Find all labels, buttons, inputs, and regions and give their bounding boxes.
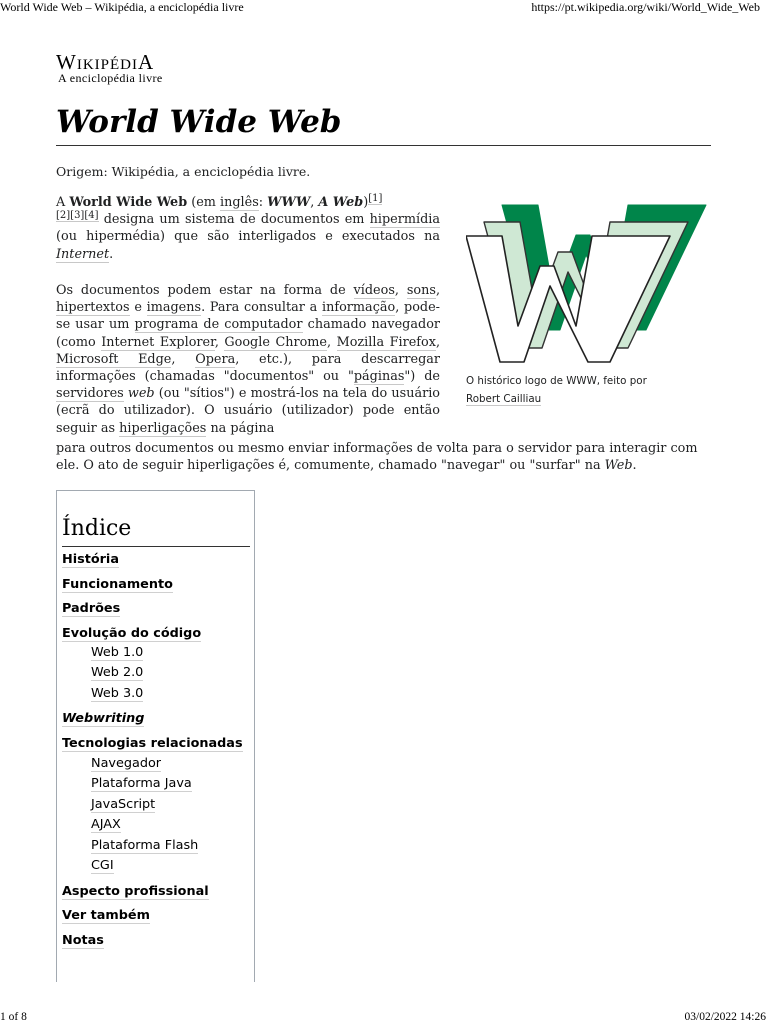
toc-item-evolucao-do-codigo[interactable]: Evolução do código	[62, 626, 202, 641]
wordmark-w: W	[56, 50, 77, 74]
wordmark-a: A	[137, 50, 155, 74]
toc-item-funcionamento[interactable]: Funcionamento	[62, 577, 173, 592]
term-aweb: A Web	[318, 195, 364, 210]
toc-item-web-2-0[interactable]: Web 2.0	[91, 665, 144, 680]
www-logo-image[interactable]	[466, 200, 714, 370]
link-internet-explorer[interactable]: Internet Explorer	[101, 334, 215, 350]
ref-4[interactable]: [4]	[84, 209, 99, 221]
toc-item-plataforma-flash[interactable]: Plataforma Flash	[91, 838, 199, 853]
link-programa-de-computador[interactable]: programa de computador	[134, 317, 303, 333]
link-informacao[interactable]: informação	[322, 300, 396, 316]
footer-datetime: 03/02/2022 14:26	[684, 1011, 766, 1023]
link-sons[interactable]: sons	[406, 283, 436, 298]
link-google-chrome[interactable]: Google Chrome	[224, 334, 328, 350]
www-logo-figure	[466, 200, 714, 414]
page-title: World Wide Web	[56, 102, 711, 146]
link-hipertextos[interactable]: hipertextos	[56, 300, 130, 316]
link-hipermidia[interactable]: hipermídia	[369, 212, 440, 228]
link-imagens[interactable]: imagens	[146, 300, 202, 316]
browser-url: https://pt.wikipedia.org/wiki/World_Wide_Web	[531, 0, 760, 14]
link-ingles[interactable]: inglês	[220, 195, 259, 210]
browser-page-title: World Wide Web – Wikipédia, a enciclopédia livre	[0, 0, 244, 14]
toc-item-historia[interactable]: História	[62, 552, 119, 567]
figure-caption	[466, 372, 714, 408]
toc-item-padroes[interactable]: Padrões	[62, 601, 121, 616]
toc-item-plataforma-java[interactable]: Plataforma Java	[91, 776, 192, 791]
toc-item-webwriting[interactable]: Webwriting	[62, 711, 145, 726]
link-microsoft-edge[interactable]: Microsoft Edge	[56, 351, 172, 367]
link-robert-cailliau[interactable]: Robert Cailliau	[466, 393, 542, 405]
body-paragraph-2: Os documentos podem estar na forma de vídeos, sons, hipertextos e imagens. Para consultar a informação, pode-se usar um programa de computador chamado navegador (como Internet Explorer, Google Chrome, Mozilla Firefox, Microsoft Edge, Opera, etc.), para descarregar informações (chamadas "documentos" ou "páginas") de servidores web (ou "sítios") e mostrá-los na tela do usuário (ecrã do utilizador). O usuário (utilizador) pode então seguir as hiperligações na página	[56, 283, 441, 436]
term-www: WWW	[267, 195, 311, 210]
link-mozilla-firefox[interactable]: Mozilla Firefox	[336, 334, 436, 350]
term-web: web	[127, 386, 155, 402]
body-paragraph-2-continued: para outros documentos ou mesmo enviar informações de volta para o servidor para interagir com ele. O ato de seguir hiperligações é, comumente, chamado "navegar" ou "surfar" na Web.	[56, 441, 698, 474]
footer-page-count: 1 of 8	[0, 1011, 27, 1023]
toc-item-javascript[interactable]: JavaScript	[91, 797, 156, 812]
link-servidores[interactable]: servidores	[56, 386, 124, 402]
toc-item-ver-tambem[interactable]: Ver também	[62, 908, 150, 923]
toc-item-aspecto-profissional[interactable]: Aspecto profissional	[62, 884, 209, 899]
ref-1[interactable]: [1]	[368, 192, 383, 204]
term-bold: World Wide Web	[69, 195, 188, 210]
toc-item-ajax[interactable]: AJAX	[91, 817, 121, 832]
toc-item-notas[interactable]: Notas	[62, 933, 104, 948]
origin-note: Origem: Wikipédia, a enciclopédia livre.	[56, 164, 311, 179]
toc-item-web-1-0[interactable]: Web 1.0	[91, 645, 144, 660]
wordmark-mid: IKIPÉDI	[76, 57, 138, 73]
link-videos[interactable]: vídeos	[353, 283, 395, 298]
table-of-contents	[56, 490, 255, 982]
toc-item-tecnologias-relacionadas[interactable]: Tecnologias relacionadas	[62, 736, 243, 751]
link-internet[interactable]: Internet	[56, 246, 110, 262]
link-paginas[interactable]: páginas	[353, 369, 405, 385]
toc-item-web-3-0[interactable]: Web 3.0	[91, 686, 144, 701]
toc-title: Índice	[62, 512, 250, 547]
link-hiperligacoes[interactable]: hiperligações	[119, 420, 207, 436]
link-opera[interactable]: Opera	[195, 351, 236, 367]
term-web-2: Web	[604, 458, 633, 474]
intro-paragraph: A World Wide Web (em inglês: WWW, A Web)[1] [2][3][4] designa um sistema de documentos em hipermídia (ou hipermédia) que são interligados e executados na Internet.	[56, 192, 440, 262]
caption-text: O histórico logo de WWW, feito por	[466, 375, 647, 387]
ref-3[interactable]: [3]	[70, 209, 85, 221]
toc-item-navegador[interactable]: Navegador	[91, 756, 162, 771]
wikipedia-tagline: A enciclopédia livre	[58, 71, 163, 85]
toc-item-cgi[interactable]: CGI	[91, 858, 114, 873]
ref-2[interactable]: [2]	[56, 209, 71, 221]
